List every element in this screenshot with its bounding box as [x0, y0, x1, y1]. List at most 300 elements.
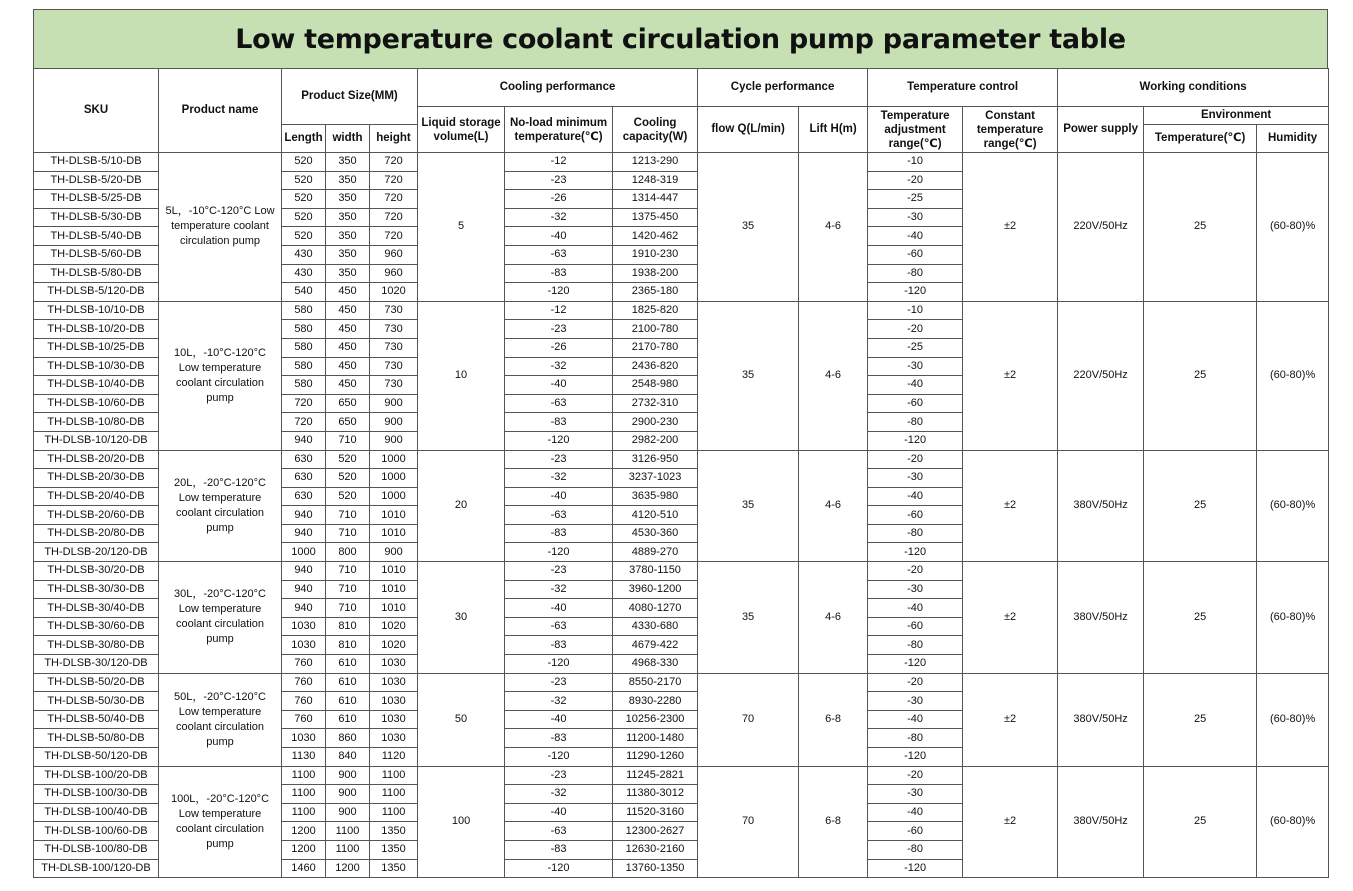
cell-length: 940	[282, 524, 326, 543]
cell-noload-min-temp: -32	[505, 580, 613, 599]
cell-width: 900	[326, 803, 370, 822]
header-power-supply: Power supply	[1058, 107, 1144, 153]
header-product-name: Product name	[159, 69, 282, 153]
cell-power-supply: 220V/50Hz	[1058, 153, 1144, 302]
cell-temp-adjust-range: -80	[868, 264, 963, 283]
cell-height: 720	[370, 208, 418, 227]
cell-sku: TH-DLSB-5/80-DB	[34, 264, 159, 283]
cell-length: 720	[282, 394, 326, 413]
cell-product-name: 5L，-10°C-120°C Low temperature coolant circulation pump	[159, 153, 282, 302]
cell-lift: 6-8	[799, 766, 868, 878]
cell-temp-adjust-range: -20	[868, 320, 963, 339]
cell-cooling-capacity: 13760-1350	[613, 859, 698, 878]
cell-height: 1020	[370, 617, 418, 636]
cell-noload-min-temp: -120	[505, 655, 613, 674]
cell-cooling-capacity: 1314-447	[613, 190, 698, 209]
cell-width: 350	[326, 208, 370, 227]
cell-noload-min-temp: -32	[505, 692, 613, 711]
cell-sku: TH-DLSB-10/25-DB	[34, 338, 159, 357]
cell-temp-adjust-range: -20	[868, 766, 963, 785]
cell-width: 520	[326, 450, 370, 469]
cell-cooling-capacity: 2732-310	[613, 394, 698, 413]
cell-temp-adjust-range: -40	[868, 376, 963, 395]
cell-width: 710	[326, 524, 370, 543]
cell-cooling-capacity: 11245-2821	[613, 766, 698, 785]
cell-noload-min-temp: -63	[505, 506, 613, 525]
cell-cooling-capacity: 2436-820	[613, 357, 698, 376]
cell-temp-adjust-range: -20	[868, 171, 963, 190]
table-row	[34, 450, 1329, 469]
cell-length: 1030	[282, 636, 326, 655]
cell-noload-min-temp: -40	[505, 376, 613, 395]
cell-cooling-capacity: 3237-1023	[613, 469, 698, 488]
cell-sku: TH-DLSB-30/120-DB	[34, 655, 159, 674]
cell-length: 1130	[282, 748, 326, 767]
cell-length: 520	[282, 208, 326, 227]
cell-cooling-capacity: 1825-820	[613, 301, 698, 320]
cell-cooling-capacity: 2170-780	[613, 338, 698, 357]
cell-temp-adjust-range: -40	[868, 710, 963, 729]
cell-cooling-capacity: 3780-1150	[613, 562, 698, 581]
cell-height: 730	[370, 338, 418, 357]
cell-noload-min-temp: -32	[505, 208, 613, 227]
cell-height: 1020	[370, 283, 418, 302]
cell-temp-adjust-range: -10	[868, 153, 963, 172]
cell-width: 350	[326, 227, 370, 246]
cell-lift: 4-6	[799, 301, 868, 450]
cell-noload-min-temp: -120	[505, 431, 613, 450]
cell-height: 1100	[370, 785, 418, 804]
cell-humidity: (60-80)%	[1257, 153, 1329, 302]
cell-env-temperature: 25	[1144, 450, 1257, 562]
cell-power-supply: 380V/50Hz	[1058, 450, 1144, 562]
cell-length: 520	[282, 171, 326, 190]
cell-width: 610	[326, 655, 370, 674]
cell-lift: 4-6	[799, 153, 868, 302]
header-lift: Lift H(m)	[799, 107, 868, 153]
cell-cooling-capacity: 2365-180	[613, 283, 698, 302]
cell-sku: TH-DLSB-10/10-DB	[34, 301, 159, 320]
cell-power-supply: 380V/50Hz	[1058, 766, 1144, 878]
cell-sku: TH-DLSB-100/40-DB	[34, 803, 159, 822]
cell-temp-adjust-range: -120	[868, 859, 963, 878]
cell-length: 630	[282, 487, 326, 506]
cell-length: 760	[282, 673, 326, 692]
cell-humidity: (60-80)%	[1257, 450, 1329, 562]
cell-height: 900	[370, 431, 418, 450]
cell-sku: TH-DLSB-10/80-DB	[34, 413, 159, 432]
header-height: height	[370, 125, 418, 153]
cell-temp-adjust-range: -20	[868, 562, 963, 581]
cell-humidity: (60-80)%	[1257, 766, 1329, 878]
cell-env-temperature: 25	[1144, 562, 1257, 674]
cell-temp-adjust-range: -120	[868, 543, 963, 562]
cell-cooling-capacity: 1375-450	[613, 208, 698, 227]
cell-height: 720	[370, 171, 418, 190]
table-row	[34, 766, 1329, 785]
cell-cooling-capacity: 8930-2280	[613, 692, 698, 711]
cell-height: 960	[370, 245, 418, 264]
cell-temp-adjust-range: -80	[868, 636, 963, 655]
cell-width: 840	[326, 748, 370, 767]
table-header	[34, 69, 1329, 153]
cell-length: 940	[282, 599, 326, 618]
cell-sku: TH-DLSB-10/120-DB	[34, 431, 159, 450]
cell-temp-adjust-range: -30	[868, 785, 963, 804]
cell-height: 1000	[370, 450, 418, 469]
cell-temp-adjust-range: -30	[868, 580, 963, 599]
cell-height: 1030	[370, 655, 418, 674]
cell-temp-adjust-range: -60	[868, 245, 963, 264]
cell-cooling-capacity: 4120-510	[613, 506, 698, 525]
cell-height: 1020	[370, 636, 418, 655]
cell-noload-min-temp: -26	[505, 338, 613, 357]
cell-height: 1350	[370, 840, 418, 859]
cell-const-temp-range: ±2	[963, 766, 1058, 878]
cell-length: 940	[282, 580, 326, 599]
cell-sku: TH-DLSB-20/40-DB	[34, 487, 159, 506]
cell-power-supply: 380V/50Hz	[1058, 562, 1144, 674]
cell-noload-min-temp: -120	[505, 283, 613, 302]
cell-length: 1200	[282, 840, 326, 859]
cell-height: 1000	[370, 487, 418, 506]
cell-noload-min-temp: -40	[505, 227, 613, 246]
cell-height: 1100	[370, 766, 418, 785]
cell-temp-adjust-range: -80	[868, 729, 963, 748]
cell-sku: TH-DLSB-5/60-DB	[34, 245, 159, 264]
cell-height: 1120	[370, 748, 418, 767]
cell-length: 540	[282, 283, 326, 302]
cell-noload-min-temp: -120	[505, 859, 613, 878]
cell-height: 1010	[370, 599, 418, 618]
cell-length: 520	[282, 153, 326, 172]
cell-temp-adjust-range: -20	[868, 450, 963, 469]
cell-humidity: (60-80)%	[1257, 673, 1329, 766]
cell-env-temperature: 25	[1144, 301, 1257, 450]
header-const-temp-range: Constant temperature range(℃)	[963, 107, 1058, 153]
cell-length: 1000	[282, 543, 326, 562]
cell-sku: TH-DLSB-30/30-DB	[34, 580, 159, 599]
cell-temp-adjust-range: -120	[868, 748, 963, 767]
cell-temp-adjust-range: -30	[868, 357, 963, 376]
cell-height: 900	[370, 394, 418, 413]
cell-length: 430	[282, 245, 326, 264]
cell-width: 710	[326, 599, 370, 618]
cell-width: 520	[326, 487, 370, 506]
cell-length: 940	[282, 562, 326, 581]
cell-sku: TH-DLSB-5/20-DB	[34, 171, 159, 190]
cell-temp-adjust-range: -80	[868, 840, 963, 859]
cell-lift: 4-6	[799, 562, 868, 674]
cell-cooling-capacity: 4080-1270	[613, 599, 698, 618]
cell-noload-min-temp: -63	[505, 617, 613, 636]
cell-product-name: 10L，-10°C-120°C Low temperature coolant circulation pump	[159, 301, 282, 450]
cell-noload-min-temp: -63	[505, 245, 613, 264]
cell-flow: 70	[698, 673, 799, 766]
cell-noload-min-temp: -83	[505, 524, 613, 543]
table-row	[34, 301, 1329, 320]
cell-liquid-storage: 5	[418, 153, 505, 302]
header-liquid-storage: Liquid storage volume(L)	[418, 107, 505, 153]
header-temp-adjust-range: Temperature adjustment range(℃)	[868, 107, 963, 153]
cell-flow: 35	[698, 562, 799, 674]
cell-length: 580	[282, 338, 326, 357]
header-noload-min-temp: No-load minimum temperature(℃)	[505, 107, 613, 153]
cell-power-supply: 380V/50Hz	[1058, 673, 1144, 766]
cell-width: 350	[326, 245, 370, 264]
cell-width: 710	[326, 506, 370, 525]
cell-cooling-capacity: 10256-2300	[613, 710, 698, 729]
header-width: width	[326, 125, 370, 153]
cell-sku: TH-DLSB-100/30-DB	[34, 785, 159, 804]
cell-sku: TH-DLSB-20/20-DB	[34, 450, 159, 469]
cell-length: 580	[282, 301, 326, 320]
cell-noload-min-temp: -12	[505, 301, 613, 320]
cell-const-temp-range: ±2	[963, 450, 1058, 562]
header-environment: Environment	[1144, 107, 1329, 125]
cell-cooling-capacity: 4679-422	[613, 636, 698, 655]
cell-noload-min-temp: -23	[505, 562, 613, 581]
cell-length: 720	[282, 413, 326, 432]
cell-height: 1010	[370, 580, 418, 599]
cell-height: 900	[370, 413, 418, 432]
cell-sku: TH-DLSB-50/20-DB	[34, 673, 159, 692]
cell-temp-adjust-range: -80	[868, 524, 963, 543]
cell-length: 1200	[282, 822, 326, 841]
cell-width: 650	[326, 394, 370, 413]
cell-width: 450	[326, 320, 370, 339]
cell-cooling-capacity: 2982-200	[613, 431, 698, 450]
cell-height: 1010	[370, 524, 418, 543]
cell-width: 450	[326, 357, 370, 376]
cell-width: 350	[326, 153, 370, 172]
cell-height: 720	[370, 227, 418, 246]
cell-temp-adjust-range: -120	[868, 655, 963, 674]
cell-cooling-capacity: 11290-1260	[613, 748, 698, 767]
header-env-temperature: Temperature(℃)	[1144, 125, 1257, 153]
cell-sku: TH-DLSB-100/120-DB	[34, 859, 159, 878]
cell-flow: 35	[698, 450, 799, 562]
cell-length: 1100	[282, 766, 326, 785]
cell-flow: 35	[698, 301, 799, 450]
cell-flow: 70	[698, 766, 799, 878]
cell-temp-adjust-range: -40	[868, 487, 963, 506]
cell-sku: TH-DLSB-20/60-DB	[34, 506, 159, 525]
cell-width: 710	[326, 580, 370, 599]
cell-liquid-storage: 10	[418, 301, 505, 450]
cell-height: 1350	[370, 822, 418, 841]
cell-height: 900	[370, 543, 418, 562]
cell-sku: TH-DLSB-5/40-DB	[34, 227, 159, 246]
cell-length: 1100	[282, 785, 326, 804]
cell-temp-adjust-range: -60	[868, 822, 963, 841]
cell-cooling-capacity: 11520-3160	[613, 803, 698, 822]
cell-width: 1200	[326, 859, 370, 878]
cell-noload-min-temp: -63	[505, 394, 613, 413]
table-body	[34, 153, 1329, 878]
cell-product-name: 50L，-20°C-120°C Low temperature coolant circulation pump	[159, 673, 282, 766]
cell-cooling-capacity: 11380-3012	[613, 785, 698, 804]
cell-cooling-capacity: 4968-330	[613, 655, 698, 674]
cell-length: 1100	[282, 803, 326, 822]
cell-lift: 6-8	[799, 673, 868, 766]
cell-noload-min-temp: -32	[505, 469, 613, 488]
cell-sku: TH-DLSB-10/20-DB	[34, 320, 159, 339]
cell-cooling-capacity: 8550-2170	[613, 673, 698, 692]
cell-sku: TH-DLSB-100/60-DB	[34, 822, 159, 841]
cell-sku: TH-DLSB-10/30-DB	[34, 357, 159, 376]
cell-sku: TH-DLSB-30/40-DB	[34, 599, 159, 618]
cell-length: 760	[282, 655, 326, 674]
cell-sku: TH-DLSB-10/60-DB	[34, 394, 159, 413]
cell-height: 1030	[370, 729, 418, 748]
cell-cooling-capacity: 1910-230	[613, 245, 698, 264]
table-row	[34, 673, 1329, 692]
cell-cooling-capacity: 12300-2627	[613, 822, 698, 841]
cell-const-temp-range: ±2	[963, 673, 1058, 766]
cell-noload-min-temp: -83	[505, 413, 613, 432]
cell-temp-adjust-range: -40	[868, 227, 963, 246]
cell-noload-min-temp: -23	[505, 171, 613, 190]
cell-liquid-storage: 50	[418, 673, 505, 766]
header-flow: flow Q(L/min)	[698, 107, 799, 153]
cell-height: 1010	[370, 562, 418, 581]
cell-height: 1030	[370, 710, 418, 729]
cell-cooling-capacity: 1213-290	[613, 153, 698, 172]
cell-length: 580	[282, 376, 326, 395]
cell-width: 450	[326, 338, 370, 357]
cell-const-temp-range: ±2	[963, 562, 1058, 674]
cell-cooling-capacity: 4530-360	[613, 524, 698, 543]
cell-product-name: 20L，-20°C-120°C Low temperature coolant circulation pump	[159, 450, 282, 562]
cell-width: 1100	[326, 840, 370, 859]
cell-width: 450	[326, 376, 370, 395]
cell-temp-adjust-range: -40	[868, 599, 963, 618]
cell-humidity: (60-80)%	[1257, 562, 1329, 674]
cell-length: 430	[282, 264, 326, 283]
cell-length: 520	[282, 227, 326, 246]
cell-width: 800	[326, 543, 370, 562]
cell-sku: TH-DLSB-5/120-DB	[34, 283, 159, 302]
cell-width: 1100	[326, 822, 370, 841]
table-row	[34, 562, 1329, 581]
cell-flow: 35	[698, 153, 799, 302]
cell-cooling-capacity: 3126-950	[613, 450, 698, 469]
cell-noload-min-temp: -23	[505, 320, 613, 339]
cell-noload-min-temp: -120	[505, 543, 613, 562]
cell-cooling-capacity: 3960-1200	[613, 580, 698, 599]
cell-sku: TH-DLSB-20/30-DB	[34, 469, 159, 488]
cell-noload-min-temp: -26	[505, 190, 613, 209]
cell-width: 860	[326, 729, 370, 748]
cell-const-temp-range: ±2	[963, 301, 1058, 450]
cell-temp-adjust-range: -10	[868, 301, 963, 320]
cell-sku: TH-DLSB-5/25-DB	[34, 190, 159, 209]
cell-temp-adjust-range: -30	[868, 469, 963, 488]
cell-noload-min-temp: -23	[505, 450, 613, 469]
cell-sku: TH-DLSB-100/20-DB	[34, 766, 159, 785]
cell-width: 610	[326, 692, 370, 711]
cell-height: 1100	[370, 803, 418, 822]
cell-height: 720	[370, 153, 418, 172]
cell-cooling-capacity: 2900-230	[613, 413, 698, 432]
cell-sku: TH-DLSB-20/120-DB	[34, 543, 159, 562]
cell-noload-min-temp: -40	[505, 487, 613, 506]
cell-length: 1030	[282, 617, 326, 636]
cell-liquid-storage: 20	[418, 450, 505, 562]
cell-cooling-capacity: 1938-200	[613, 264, 698, 283]
header-sku: SKU	[34, 69, 159, 153]
cell-temp-adjust-range: -60	[868, 394, 963, 413]
cell-power-supply: 220V/50Hz	[1058, 301, 1144, 450]
cell-length: 1460	[282, 859, 326, 878]
cell-env-temperature: 25	[1144, 766, 1257, 878]
cell-cooling-capacity: 2548-980	[613, 376, 698, 395]
cell-width: 610	[326, 673, 370, 692]
cell-width: 610	[326, 710, 370, 729]
cell-lift: 4-6	[799, 450, 868, 562]
cell-sku: TH-DLSB-50/80-DB	[34, 729, 159, 748]
cell-height: 730	[370, 376, 418, 395]
cell-length: 1030	[282, 729, 326, 748]
cell-noload-min-temp: -83	[505, 264, 613, 283]
cell-liquid-storage: 100	[418, 766, 505, 878]
cell-noload-min-temp: -83	[505, 729, 613, 748]
cell-width: 810	[326, 617, 370, 636]
cell-noload-min-temp: -63	[505, 822, 613, 841]
cell-sku: TH-DLSB-30/20-DB	[34, 562, 159, 581]
header-temperature-control: Temperature control	[868, 69, 1058, 107]
cell-length: 940	[282, 506, 326, 525]
cell-width: 650	[326, 413, 370, 432]
cell-cooling-capacity: 12630-2160	[613, 840, 698, 859]
cell-noload-min-temp: -32	[505, 357, 613, 376]
cell-length: 580	[282, 357, 326, 376]
cell-width: 810	[326, 636, 370, 655]
cell-noload-min-temp: -83	[505, 636, 613, 655]
cell-sku: TH-DLSB-10/40-DB	[34, 376, 159, 395]
cell-sku: TH-DLSB-50/40-DB	[34, 710, 159, 729]
cell-length: 630	[282, 469, 326, 488]
cell-temp-adjust-range: -25	[868, 190, 963, 209]
parameter-table	[33, 68, 1329, 878]
cell-liquid-storage: 30	[418, 562, 505, 674]
cell-sku: TH-DLSB-20/80-DB	[34, 524, 159, 543]
cell-width: 450	[326, 283, 370, 302]
cell-height: 730	[370, 301, 418, 320]
cell-temp-adjust-range: -30	[868, 208, 963, 227]
cell-cooling-capacity: 4889-270	[613, 543, 698, 562]
header-product-size: Product Size(MM)	[282, 69, 418, 125]
cell-length: 580	[282, 320, 326, 339]
cell-sku: TH-DLSB-30/80-DB	[34, 636, 159, 655]
cell-temp-adjust-range: -60	[868, 506, 963, 525]
cell-sku: TH-DLSB-50/120-DB	[34, 748, 159, 767]
cell-noload-min-temp: -32	[505, 785, 613, 804]
cell-length: 760	[282, 710, 326, 729]
cell-cooling-capacity: 1248-319	[613, 171, 698, 190]
cell-length: 940	[282, 431, 326, 450]
cell-noload-min-temp: -12	[505, 153, 613, 172]
header-working-conditions: Working conditions	[1058, 69, 1329, 107]
cell-width: 520	[326, 469, 370, 488]
cell-height: 1350	[370, 859, 418, 878]
cell-width: 900	[326, 766, 370, 785]
cell-sku: TH-DLSB-5/10-DB	[34, 153, 159, 172]
cell-height: 1000	[370, 469, 418, 488]
cell-temp-adjust-range: -120	[868, 431, 963, 450]
cell-noload-min-temp: -23	[505, 673, 613, 692]
